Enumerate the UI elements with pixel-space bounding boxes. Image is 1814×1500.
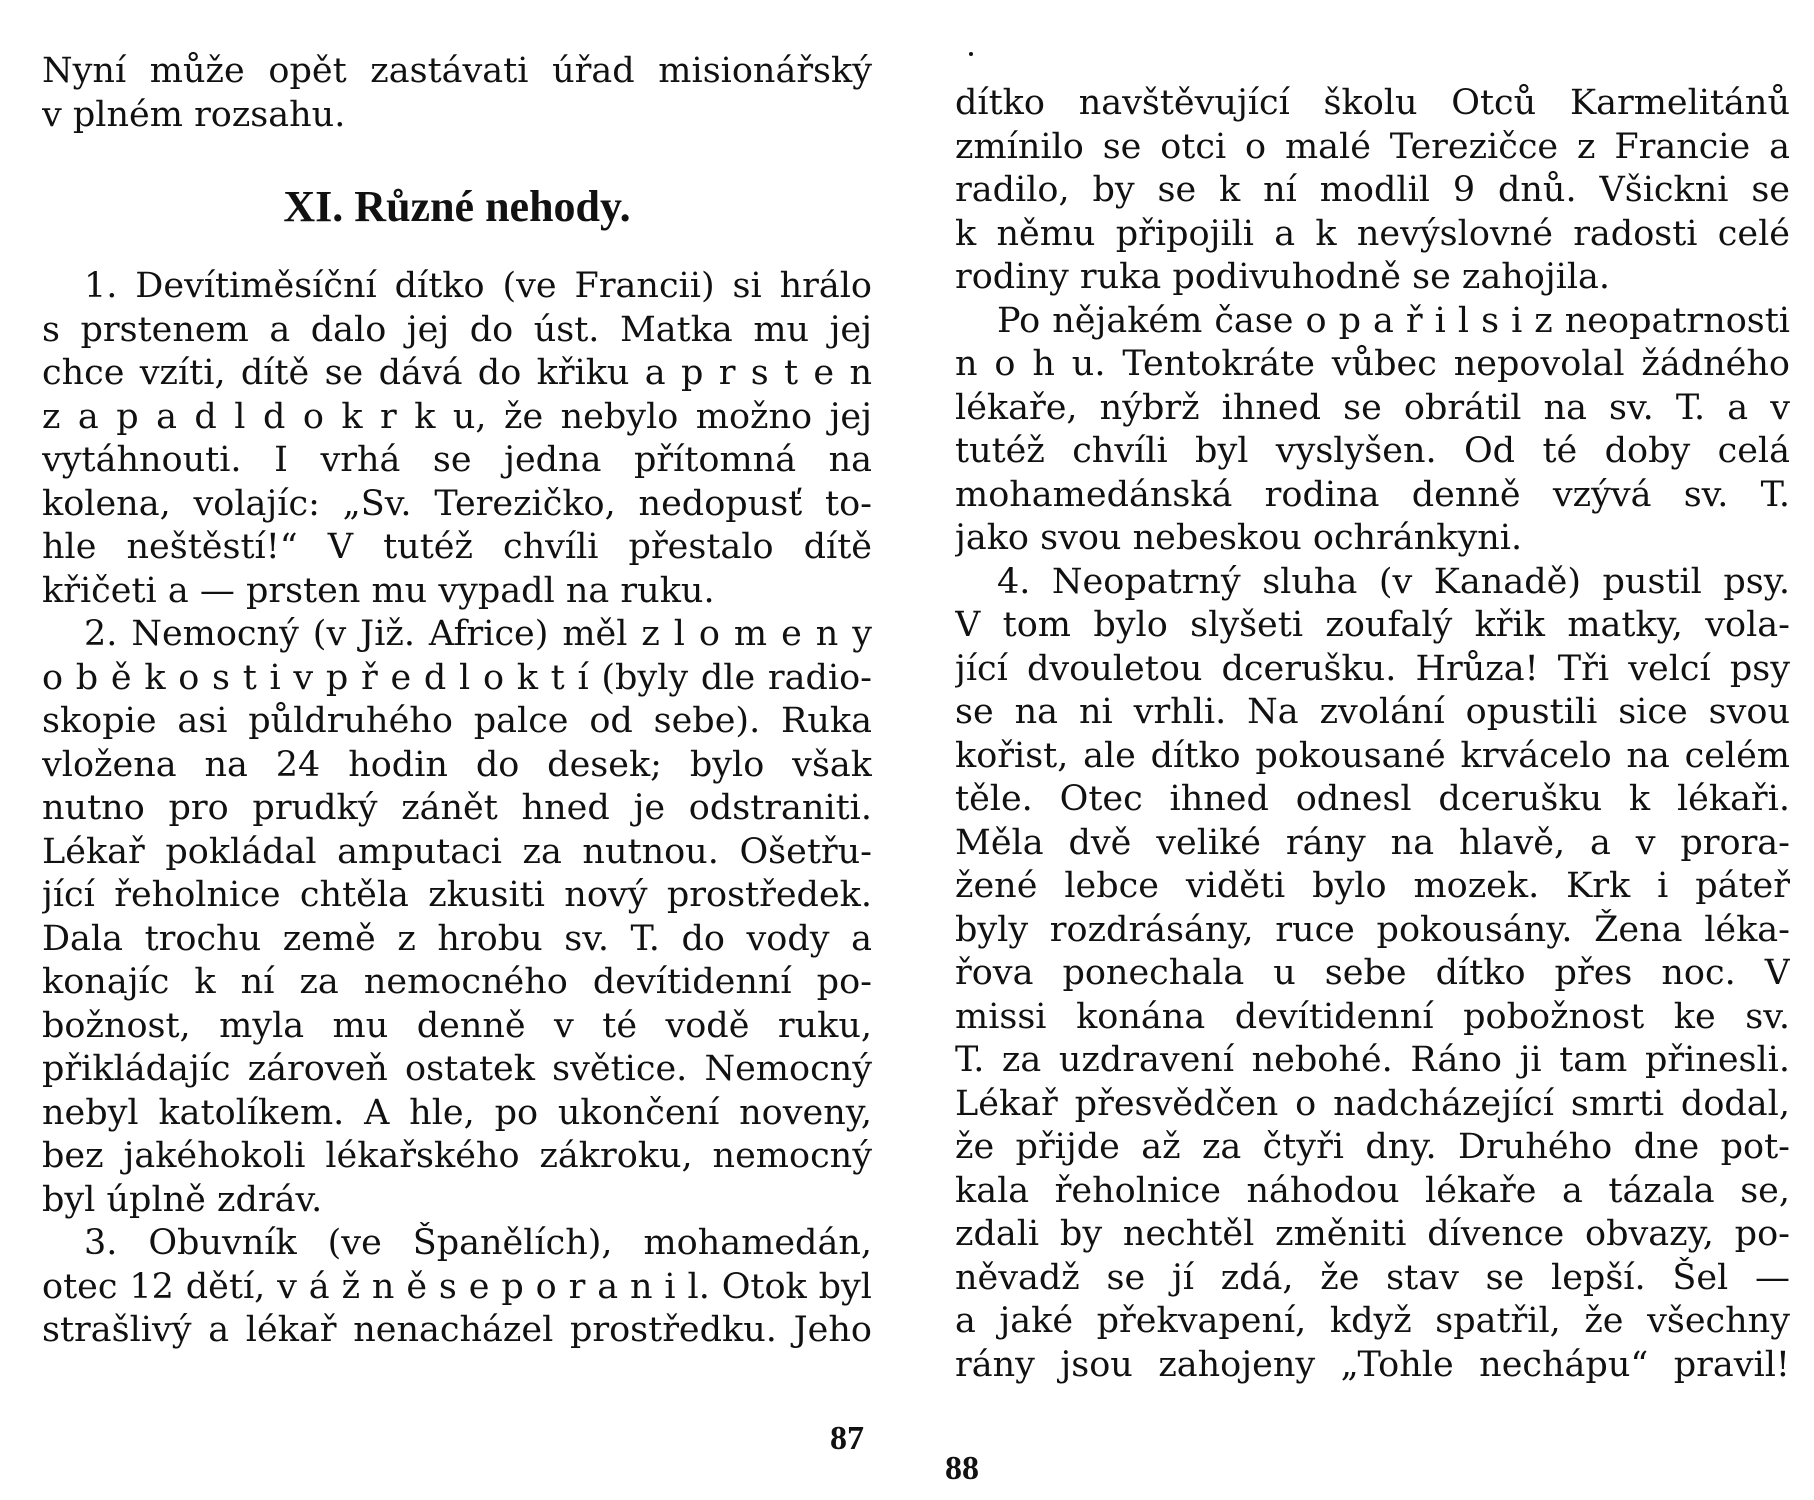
text-line: dítko navštěvující školu Otců Karmelitánů [955,83,1790,123]
text-line: božnost, myla mu denně v té vodě ruku, [42,1005,872,1046]
text-line: Lékař přesvědčen o nadcházející smrti dodal, [955,1083,1790,1124]
text-line: rány jsou zahojeny „Tohle nechápu“ pravil! [955,1344,1790,1385]
paragraph-2 [42,613,872,1222]
text-line: těle. Otec ihned odnesl dcerušku k lékaři. [955,779,1790,819]
text-line: nebyl katolíkem. A hle, po ukončení noveny, [42,1092,872,1133]
text-line: vytáhnouti. I vrhá se jedna přítomná na [42,440,872,480]
text-line: hle neštěstí!“ V tutéž chvíli přestalo dítě [42,527,872,567]
text-line: 1. Devítiměsíční dítko (ve Francii) si hrálo [84,266,872,306]
text-line: chce vzíti, dítě se dává do křiku a p r s t e n [42,353,872,393]
text-line: Měla dvě veliké rány na hlavě, a v prora- [955,822,1790,863]
text-line: jící dvouletou dcerušku. Hrůza! Tři velcí psy [955,648,1790,689]
text-line: strašlivý a lékař nenacházel prostředku. Jeho [42,1310,872,1350]
section-heading: XI. Různé nehody. [283,182,631,231]
text-line: Lékař pokládal amputaci za nutnou. Ošetřu- [42,831,872,872]
text-line: řova ponechala u sebe dítko přes noc. V [955,953,1790,993]
text-line: vložena na 24 hodin do desek; bylo však [42,744,872,785]
page-number: 87 [830,1420,864,1457]
text-line: Dala trochu země z hrobu sv. T. do vody a [42,918,872,959]
text-line: že přijde až za čtyři dny. Druhého dne pot- [955,1127,1790,1167]
text-line: byl úplně zdráv. [42,1179,323,1220]
text-line: v plném rozsahu. [42,94,346,135]
text-line: bez jakéhokoli lékařského zákroku, nemocný [42,1136,872,1176]
paragraph-3 [42,1222,872,1353]
text-line: k němu připojili a k nevýslovné radosti celé [955,213,1790,254]
text-line: zmínilo se otci o malé Terezičce z Francie a [955,126,1790,167]
text-line: radilo, by se k ní modlil 9 dnů. Všickni se [955,170,1790,210]
text-line: missi konána devítidenní pobožnost ke sv. [955,996,1790,1037]
text-line: přikládajíc zároveň ostatek světice. Nemocný [42,1049,872,1089]
text-line: konajíc k ní za nemocného devítidenní po- [42,962,872,1002]
right-page [907,0,1814,1500]
text-line: lékaře, nýbrž ihned se obrátil na sv. T. a v [955,387,1790,428]
text-line: n o h u. Tentokráte vůbec nepovolal žádného [955,344,1790,384]
text-line: otec 12 dětí, v á ž n ě s e p o r a n i l. Otok byl [42,1266,872,1307]
text-line: z a p a d l d o k r k u, že nebylo možno jej [42,396,872,437]
text-line: mohamedánská rodina denně vzývá sv. T. [955,474,1790,515]
text-line: zdali by nechtěl změniti dívence obvazy, po- [955,1214,1790,1254]
text-line: o b ě k o s t i v p ř e d l o k t í (byly dle radio- [42,657,872,698]
text-line: rodiny ruka podivuhodně se zahojila. [955,257,1611,297]
text-line: byly rozdrásány, ruce pokousány. Žena léka- [955,909,1790,950]
text-line: s prstenem a dalo jej do úst. Matka mu jej [42,309,872,350]
intro-paragraph [42,50,872,137]
text-line: 3. Obuvník (ve Španělích), mohamedán, [84,1223,872,1263]
text-line: Nyní může opět zastávati úřad misionářský [42,51,872,91]
text-line: se na ni vrhli. Na zvolání opustili sice svou [955,692,1790,732]
text-line: a jaké překvapení, když spatřil, že všechny [955,1301,1790,1341]
paragraph-4 [955,561,1790,1388]
paragraph-continued [955,82,1790,300]
text-line: kolena, volajíc: „Sv. Terezičko, nedopusť to- [42,483,872,524]
text-line: T. za uzdravení nebohé. Ráno ji tam přinesli. [955,1040,1790,1080]
text-line: skopie asi půldruhého palce od sebe). Ruka [42,701,872,741]
paragraph-after [955,300,1790,561]
right-text-column [955,82,1790,1387]
text-line: kořist, ale dítko pokousané krvácelo na celém [955,735,1790,776]
text-line: něvadž se jí zdá, že stav se lepší. Šel — [955,1257,1790,1298]
text-line: Po nějakém čase o p a ř i l s i z neopatrnosti [997,300,1790,341]
text-line: křičeti a — prsten mu vypadl na ruku. [42,570,715,611]
text-line: jící řeholnice chtěla zkusiti nový prostředek. [42,875,872,915]
paragraph-1 [42,265,872,613]
ink-dot [969,52,973,56]
left-text-column [42,50,872,1353]
text-line: kala řeholnice náhodou lékaře a tázala se, [955,1170,1790,1211]
text-line: V tom bylo slyšeti zoufalý křik matky, vola- [955,605,1790,645]
page-number: 88 [945,1450,979,1487]
text-line: žené lebce viděti bylo mozek. Krk i páteř [955,866,1790,906]
text-line: tutéž chvíli byl vyslyšen. Od té doby celá [955,431,1790,471]
text-line: 4. Neopatrný sluha (v Kanadě) pustil psy. [997,561,1790,602]
text-line: 2. Nemocný (v Již. Africe) měl z l o m e n y [84,614,872,654]
text-line: nutno pro prudký zánět hned je odstraniti. [42,788,872,828]
text-line: jako svou nebeskou ochránkyni. [955,518,1523,558]
